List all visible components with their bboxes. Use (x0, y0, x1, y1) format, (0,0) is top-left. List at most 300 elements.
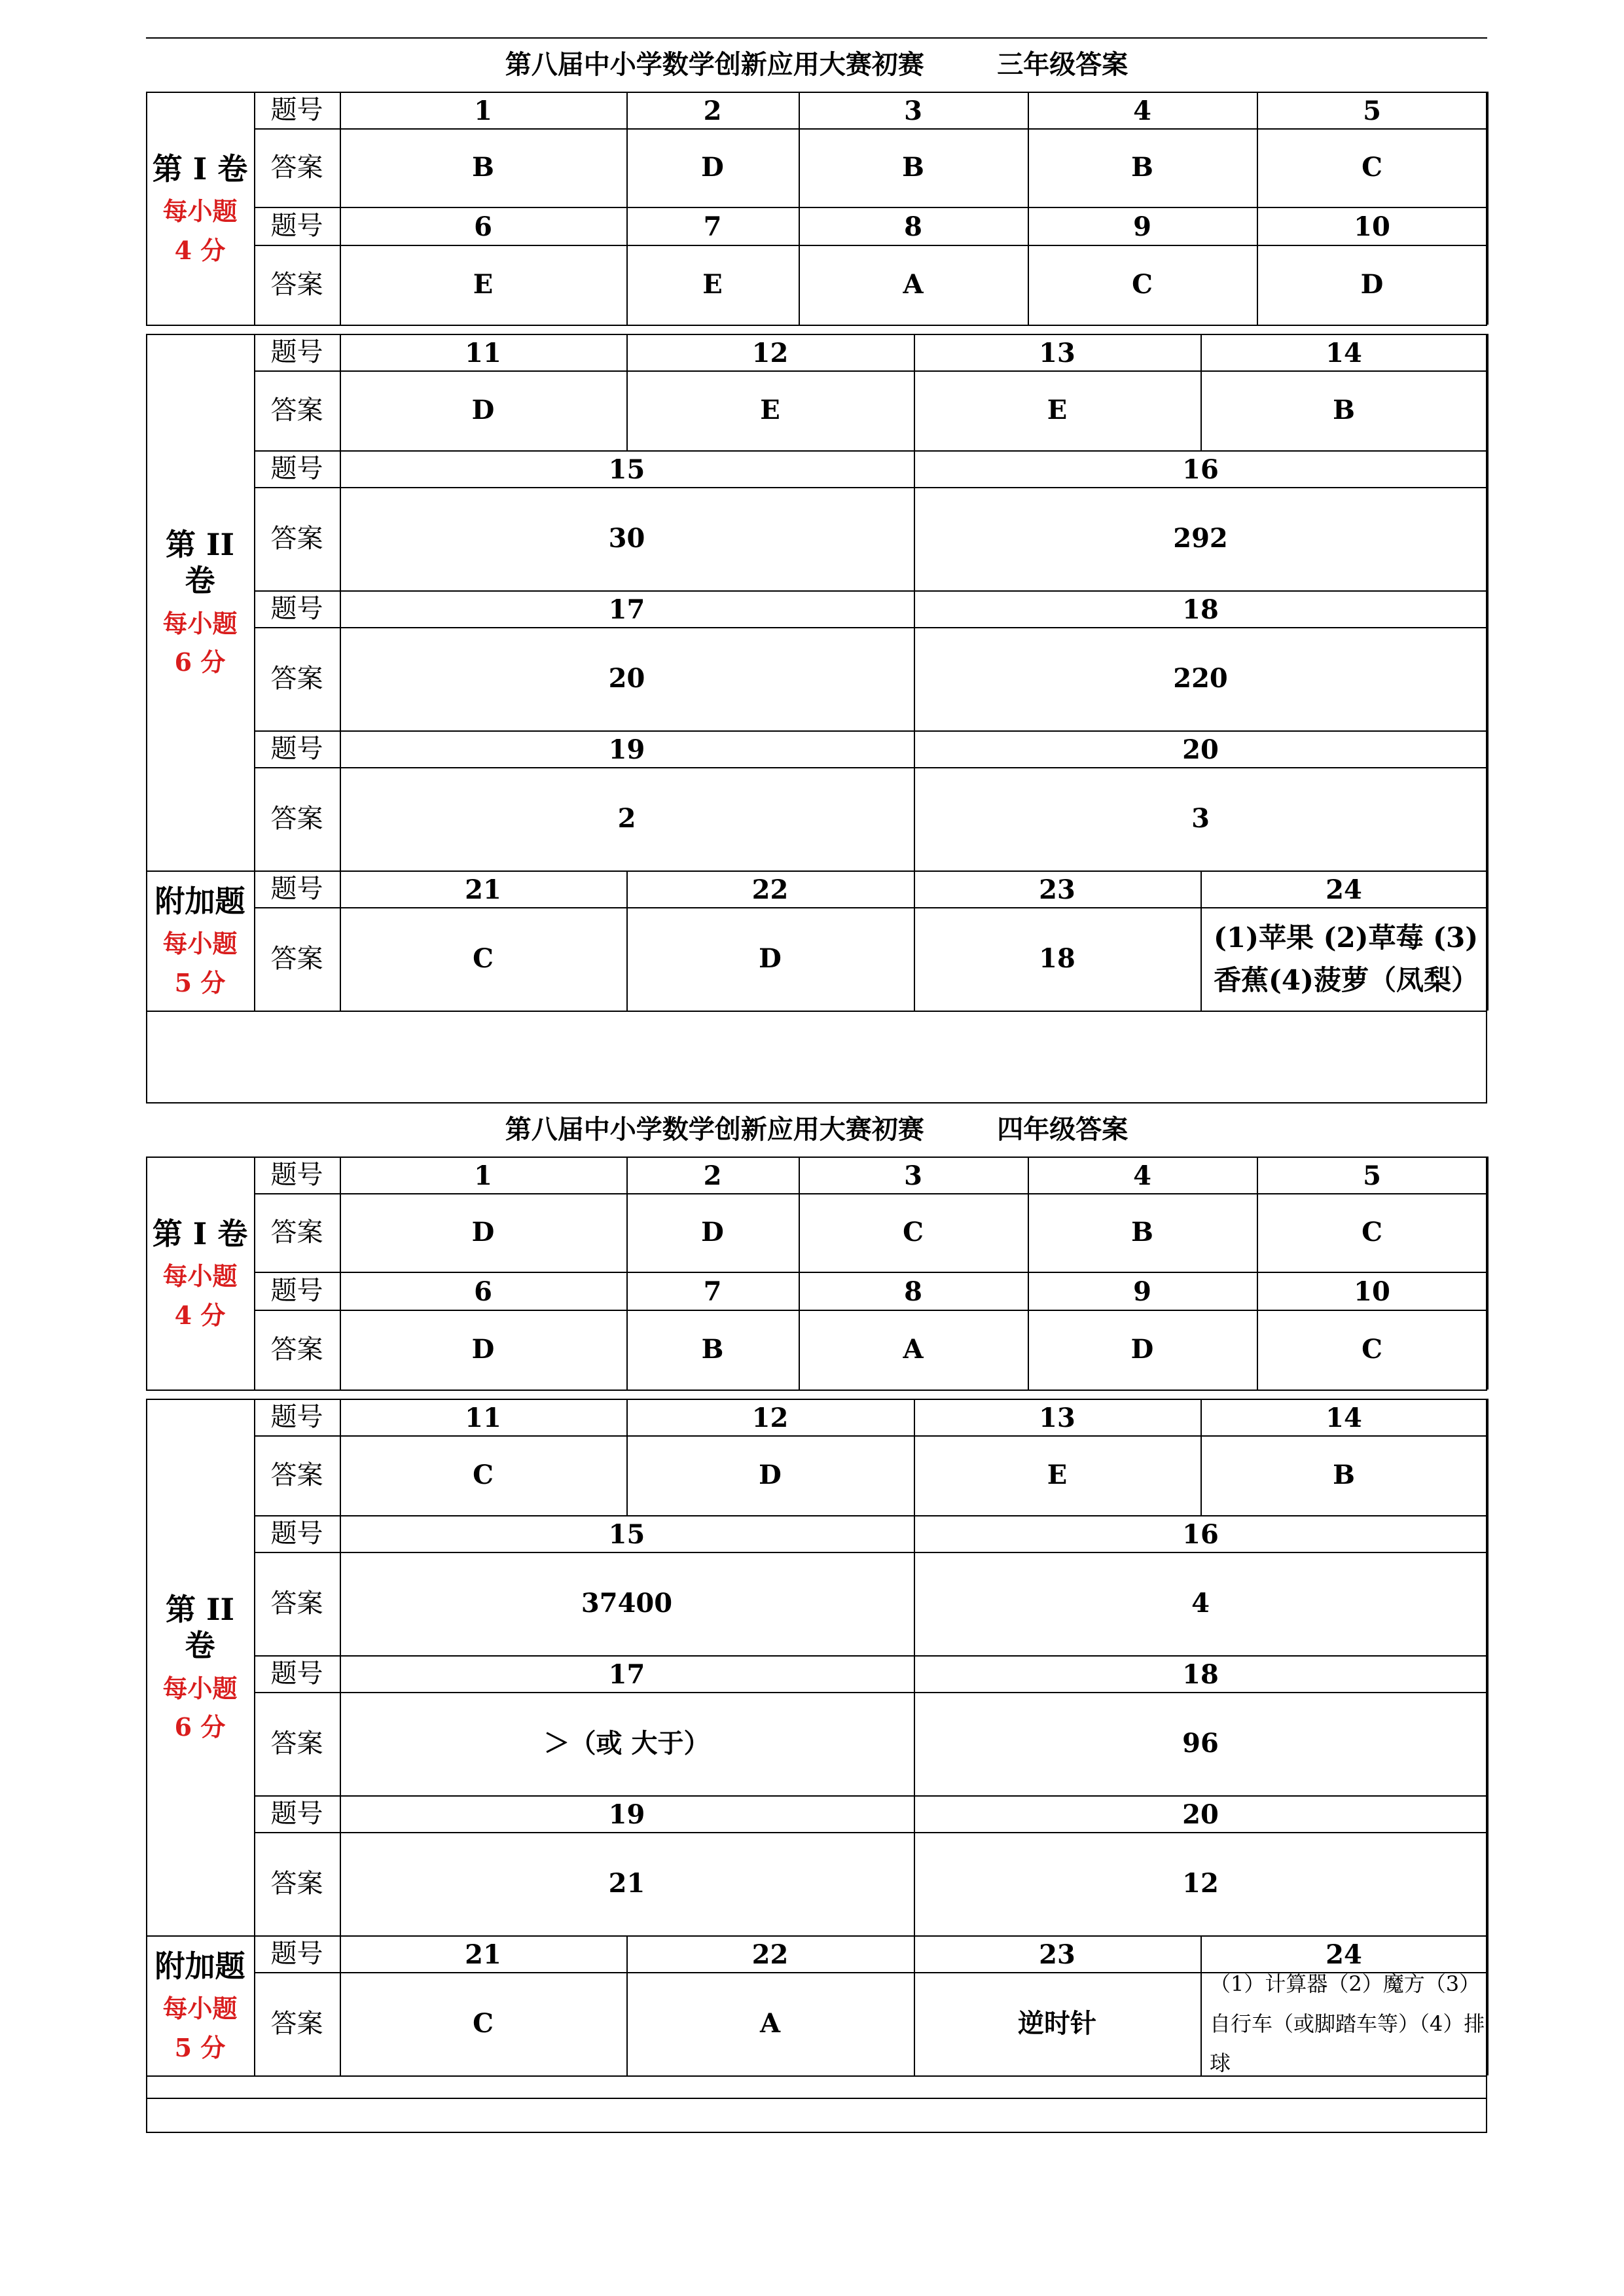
answer-value: B (472, 152, 494, 183)
table-rule (626, 207, 628, 245)
answer-value: D (1360, 269, 1384, 300)
table-rule (146, 1011, 147, 1102)
table-rule (340, 870, 341, 907)
table-rule (340, 1310, 341, 1390)
table-rule (1487, 245, 1489, 325)
question-number: 20 (1182, 1799, 1219, 1830)
table-rule (1200, 1435, 1202, 1515)
question-number: 13 (1039, 338, 1075, 368)
volume-score: 4 分 (174, 1300, 226, 1330)
table-rule (626, 128, 628, 207)
volume-name: 第 II 卷 (165, 527, 235, 599)
answer-value: 220 (1173, 663, 1228, 694)
table-rule (1486, 92, 1487, 325)
table-rule (340, 1552, 341, 1655)
answer-value: D (471, 1334, 495, 1365)
table-rule (914, 334, 915, 370)
table-rule (799, 92, 800, 128)
table-rule (1487, 627, 1489, 730)
question-number: 22 (751, 874, 789, 905)
table-rule (1486, 1399, 1487, 1935)
table-rule (799, 1310, 800, 1390)
answer-value: 18 (1039, 943, 1075, 974)
answer-value: D (471, 395, 495, 425)
table-rule (1257, 128, 1258, 207)
table-rule (626, 907, 628, 1011)
answer-label: 答案 (270, 1869, 323, 1899)
question-number: 12 (751, 338, 789, 368)
table-rule (1200, 907, 1202, 1011)
answer-value: C (473, 2008, 494, 2039)
answer-value: B (1333, 395, 1355, 425)
table-rule (340, 627, 341, 730)
table-rule (340, 450, 341, 487)
table-rule (1200, 870, 1202, 907)
answer-label: 答案 (270, 524, 323, 554)
question-number-label: 题号 (270, 1799, 323, 1829)
volume-per-question: 每小题 (162, 196, 238, 226)
table-rule (340, 1935, 341, 1972)
table-rule (914, 627, 915, 730)
question-number: 7 (703, 1276, 722, 1307)
answer-value: 96 (1182, 1728, 1219, 1759)
answer-value: 3 (1191, 803, 1210, 834)
table-rule (340, 730, 341, 767)
question-number: 19 (608, 734, 645, 765)
question-number: 9 (1133, 1276, 1151, 1307)
question-number: 15 (608, 1519, 645, 1550)
volume-label (146, 1399, 254, 1935)
table-rule (1486, 334, 1487, 870)
table-rule (914, 1795, 915, 1832)
answer-value: E (702, 269, 723, 300)
table-rule (1487, 370, 1489, 450)
question-number: 9 (1133, 211, 1151, 242)
question-number-label: 题号 (270, 1276, 323, 1306)
volume-label (146, 870, 254, 1011)
table-rule (1487, 590, 1489, 627)
question-number: 20 (1182, 734, 1219, 765)
table-rule (254, 1795, 1487, 1797)
answer-value: C (473, 943, 494, 974)
table-rule (1200, 1972, 1202, 2075)
table-rule (914, 1935, 915, 1972)
answer-label: 答案 (270, 1335, 323, 1365)
table-rule (146, 870, 147, 1011)
table-rule (254, 1157, 255, 1390)
answer-label: 答案 (270, 944, 323, 974)
question-number: 5 (1363, 1160, 1381, 1191)
question-number: 8 (904, 211, 922, 242)
volume-per-question: 每小题 (162, 1673, 238, 1703)
answer-value: B (1333, 1460, 1355, 1490)
question-number: 2 (703, 96, 722, 126)
table-rule (1257, 1272, 1258, 1310)
table-rule (799, 1272, 800, 1310)
table-rule (254, 1399, 1487, 1400)
question-number: 11 (465, 1403, 501, 1433)
question-number: 6 (474, 211, 492, 242)
question-number-label: 题号 (270, 1518, 323, 1549)
table-rule (1487, 450, 1489, 487)
table-rule (1487, 1310, 1489, 1390)
answer-value: 20 (608, 663, 645, 694)
question-number: 24 (1326, 874, 1362, 905)
page-title: 第八届中小学数学创新应用大赛初赛 三年级答案 (505, 48, 1128, 80)
question-number-label: 题号 (270, 594, 323, 624)
question-number-label: 题号 (270, 874, 323, 904)
table-rule (799, 207, 800, 245)
answer-value: 30 (608, 523, 645, 554)
answer-value: 4 (1191, 1588, 1210, 1619)
table-rule (254, 1515, 1487, 1516)
answer-value: E (473, 269, 494, 300)
question-number: 15 (608, 454, 645, 485)
page-title: 第八届中小学数学创新应用大赛初赛 四年级答案 (505, 1113, 1128, 1145)
table-rule (146, 1011, 1487, 1012)
volume-score: 5 分 (174, 967, 226, 997)
answer-value: 21 (608, 1868, 645, 1899)
table-rule (914, 450, 915, 487)
answer-label: 答案 (270, 664, 323, 694)
table-rule (1257, 1157, 1258, 1193)
table-rule (340, 1157, 341, 1193)
question-number: 8 (904, 1276, 922, 1307)
table-rule (254, 1157, 1487, 1158)
table-rule (254, 207, 1487, 208)
table-rule (914, 1399, 915, 1435)
table-rule (254, 334, 1487, 335)
table-rule (914, 487, 915, 590)
table-rule (1487, 767, 1489, 870)
answer-value: E (1047, 1460, 1068, 1490)
answer-sheet (146, 37, 1487, 2137)
table-rule (1028, 92, 1029, 128)
answer-value: D (759, 1460, 782, 1490)
answer-value: C (1362, 1217, 1382, 1247)
table-rule (914, 1552, 915, 1655)
table-rule (1028, 207, 1029, 245)
answer-value: E (1047, 395, 1068, 425)
table-rule (1487, 334, 1489, 370)
table-rule (1487, 730, 1489, 767)
question-number: 23 (1039, 874, 1075, 905)
answer-value: B (902, 152, 924, 183)
table-rule (254, 730, 1487, 732)
answer-label: 答案 (270, 270, 323, 300)
question-number-label: 题号 (270, 337, 323, 367)
table-rule (340, 1515, 341, 1552)
table-rule (340, 128, 341, 207)
question-number: 6 (474, 1276, 492, 1307)
volume-name: 第 II 卷 (165, 1592, 235, 1664)
answer-value: 12 (1182, 1868, 1219, 1899)
table-rule (914, 1692, 915, 1795)
question-number-label: 题号 (270, 1939, 323, 1969)
table-rule (1487, 1272, 1489, 1310)
table-rule (146, 1157, 147, 1390)
question-number: 13 (1039, 1403, 1075, 1433)
table-rule (1257, 245, 1258, 325)
table-rule (340, 907, 341, 1011)
question-number-label: 题号 (270, 1402, 323, 1432)
table-rule (1257, 92, 1258, 128)
answer-value: A (903, 269, 924, 300)
table-rule (626, 1193, 628, 1272)
table-rule (340, 245, 341, 325)
table-rule (1487, 907, 1489, 1011)
question-number: 1 (474, 96, 492, 126)
question-number: 5 (1363, 96, 1381, 126)
table-rule (1487, 1399, 1489, 1435)
table-rule (254, 450, 1487, 452)
table-rule (146, 1935, 147, 2075)
answer-value: 37400 (581, 1588, 673, 1619)
answer-value: D (701, 1217, 724, 1247)
answer-value: (1)苹果 (2)草莓 (3)香蕉(4)菠萝（凤梨） (1214, 921, 1479, 996)
table-rule (914, 1435, 915, 1515)
table-rule (340, 334, 341, 370)
table-rule (1487, 1193, 1489, 1272)
volume-label (146, 334, 254, 870)
question-number-label: 题号 (270, 1160, 323, 1190)
answer-value: A (759, 2008, 781, 2039)
answer-value: D (1130, 1334, 1154, 1365)
question-number: 10 (1354, 211, 1390, 242)
answer-label: 答案 (270, 1588, 323, 1619)
table-rule (1200, 1935, 1202, 1972)
table-rule (340, 767, 341, 870)
table-rule (626, 1310, 628, 1390)
question-number: 16 (1182, 1519, 1219, 1550)
volume-name: 附加题 (154, 883, 245, 919)
table-rule (340, 1692, 341, 1795)
table-rule (146, 334, 147, 870)
table-rule (1486, 1935, 1487, 2075)
table-rule (340, 1655, 341, 1692)
table-rule (626, 1935, 628, 1972)
table-rule (254, 92, 1487, 93)
table-rule (146, 2132, 1487, 2133)
table-rule (626, 870, 628, 907)
table-rule (254, 870, 1487, 872)
table-rule (1486, 870, 1487, 1011)
volume-per-question: 每小题 (162, 1994, 238, 2023)
table-rule (1028, 245, 1029, 325)
table-rule (254, 334, 255, 870)
table-rule (254, 1399, 255, 1935)
question-number-label: 题号 (270, 95, 323, 125)
question-number: 4 (1133, 1160, 1151, 1191)
question-number: 14 (1326, 338, 1362, 368)
volume-score: 5 分 (174, 2032, 226, 2062)
answer-label: 答案 (270, 1460, 323, 1490)
answer-value: 2 (617, 803, 636, 834)
table-rule (914, 1655, 915, 1692)
table-rule (146, 1399, 147, 1935)
answer-value: B (701, 1334, 724, 1365)
question-number: 14 (1326, 1403, 1362, 1433)
question-number: 1 (474, 1160, 492, 1191)
answer-value: C (473, 1460, 494, 1490)
table-rule (914, 590, 915, 627)
table-rule (1487, 1795, 1489, 1832)
table-rule (340, 487, 341, 590)
table-rule (1486, 1011, 1487, 1102)
table-rule (626, 1399, 628, 1435)
volume-name: 附加题 (154, 1948, 245, 1984)
table-rule (914, 870, 915, 907)
table-rule (254, 1935, 1487, 1937)
table-rule (1028, 1193, 1029, 1272)
volume-score: 6 分 (174, 647, 226, 677)
question-number: 22 (751, 1939, 789, 1970)
question-number: 11 (465, 338, 501, 368)
answer-value: E (760, 395, 780, 425)
question-number: 19 (608, 1799, 645, 1830)
table-rule (340, 1795, 341, 1832)
table-rule (340, 1193, 341, 1272)
question-number: 21 (465, 1939, 501, 1970)
question-number: 4 (1133, 96, 1151, 126)
answer-value: ＞（或 大于） (543, 1728, 710, 1759)
table-rule (1200, 370, 1202, 450)
table-rule (146, 2098, 1487, 2099)
question-number: 2 (703, 1160, 722, 1191)
table-rule (254, 1272, 1487, 1273)
answer-label: 答案 (270, 1729, 323, 1759)
answer-value: C (1362, 152, 1382, 183)
answer-label: 答案 (270, 804, 323, 834)
table-rule (340, 370, 341, 450)
answer-value: 逆时针 (1018, 2008, 1096, 2039)
table-rule (1487, 870, 1489, 907)
table-rule (626, 1435, 628, 1515)
volume-score: 6 分 (174, 1712, 226, 1742)
table-rule (626, 245, 628, 325)
table-rule (340, 1832, 341, 1935)
answer-value: （1）计算器（2）魔方（3）自行车（或脚踏车等）（4）排球 (1210, 1971, 1485, 2076)
question-number: 3 (904, 1160, 922, 1191)
table-rule (914, 730, 915, 767)
table-rule (1487, 1435, 1489, 1515)
answer-value: D (759, 943, 782, 974)
table-rule (340, 92, 341, 128)
table-rule (1487, 487, 1489, 590)
table-rule (1028, 1157, 1029, 1193)
table-rule (340, 1272, 341, 1310)
table-rule (914, 370, 915, 450)
table-rule (626, 334, 628, 370)
table-rule (146, 92, 147, 325)
table-rule (914, 1515, 915, 1552)
table-rule (914, 907, 915, 1011)
question-number: 7 (703, 211, 722, 242)
table-rule (1487, 1972, 1489, 2075)
answer-value: C (1132, 269, 1153, 300)
table-rule (914, 1972, 915, 2075)
question-number: 21 (465, 874, 501, 905)
table-rule (254, 92, 255, 325)
table-rule (146, 325, 1487, 326)
question-number: 12 (751, 1403, 789, 1433)
volume-label (146, 1935, 254, 2075)
volume-per-question: 每小题 (162, 929, 238, 958)
table-rule (254, 870, 255, 1011)
table-rule (626, 370, 628, 450)
volume-per-question: 每小题 (162, 608, 238, 638)
table-rule (254, 1935, 255, 2075)
volume-name: 第 I 卷 (152, 1215, 248, 1251)
answer-value: B (1131, 1217, 1153, 1247)
table-rule (254, 1655, 1487, 1657)
question-number-label: 题号 (270, 454, 323, 484)
volume-label (146, 1157, 254, 1390)
question-number: 3 (904, 96, 922, 126)
volume-score: 4 分 (174, 235, 226, 265)
table-rule (1487, 1552, 1489, 1655)
table-rule (626, 1972, 628, 2075)
volume-label (146, 92, 254, 325)
table-rule (1257, 1193, 1258, 1272)
table-rule (799, 128, 800, 207)
answer-value: D (701, 152, 724, 183)
table-rule (254, 590, 1487, 592)
answer-value: C (1362, 1334, 1382, 1365)
table-rule (146, 2075, 147, 2132)
table-rule (626, 92, 628, 128)
table-rule (1257, 1310, 1258, 1390)
answer-value: A (903, 1334, 924, 1365)
table-rule (914, 767, 915, 870)
table-rule (1486, 2075, 1487, 2132)
table-rule (914, 1832, 915, 1935)
table-rule (1257, 207, 1258, 245)
table-rule (340, 590, 341, 627)
table-rule (799, 1157, 800, 1193)
answer-label: 答案 (270, 395, 323, 425)
table-rule (1486, 1157, 1487, 1390)
table-rule (1487, 92, 1489, 128)
table-rule (799, 245, 800, 325)
question-number: 17 (608, 1659, 645, 1690)
answer-value: C (903, 1217, 924, 1247)
answer-value: D (471, 1217, 495, 1247)
table-rule (1028, 128, 1029, 207)
question-number: 18 (1182, 594, 1219, 625)
question-number: 23 (1039, 1939, 1075, 1970)
question-number: 18 (1182, 1659, 1219, 1690)
answer-label: 答案 (270, 152, 323, 183)
table-rule (799, 1193, 800, 1272)
answer-value: 292 (1173, 523, 1228, 554)
answer-value: B (1131, 152, 1153, 183)
question-number: 17 (608, 594, 645, 625)
question-number-label: 题号 (270, 734, 323, 764)
table-rule (1487, 1832, 1489, 1935)
table-rule (146, 1390, 1487, 1391)
question-number: 16 (1182, 454, 1219, 485)
table-rule (146, 2075, 1487, 2077)
table-rule (626, 1272, 628, 1310)
table-rule (340, 1435, 341, 1515)
volume-name: 第 I 卷 (152, 151, 248, 187)
table-rule (1487, 1515, 1489, 1552)
answer-label: 答案 (270, 2009, 323, 2039)
question-number: 10 (1354, 1276, 1390, 1307)
answer-label: 答案 (270, 1217, 323, 1247)
volume-per-question: 每小题 (162, 1261, 238, 1291)
